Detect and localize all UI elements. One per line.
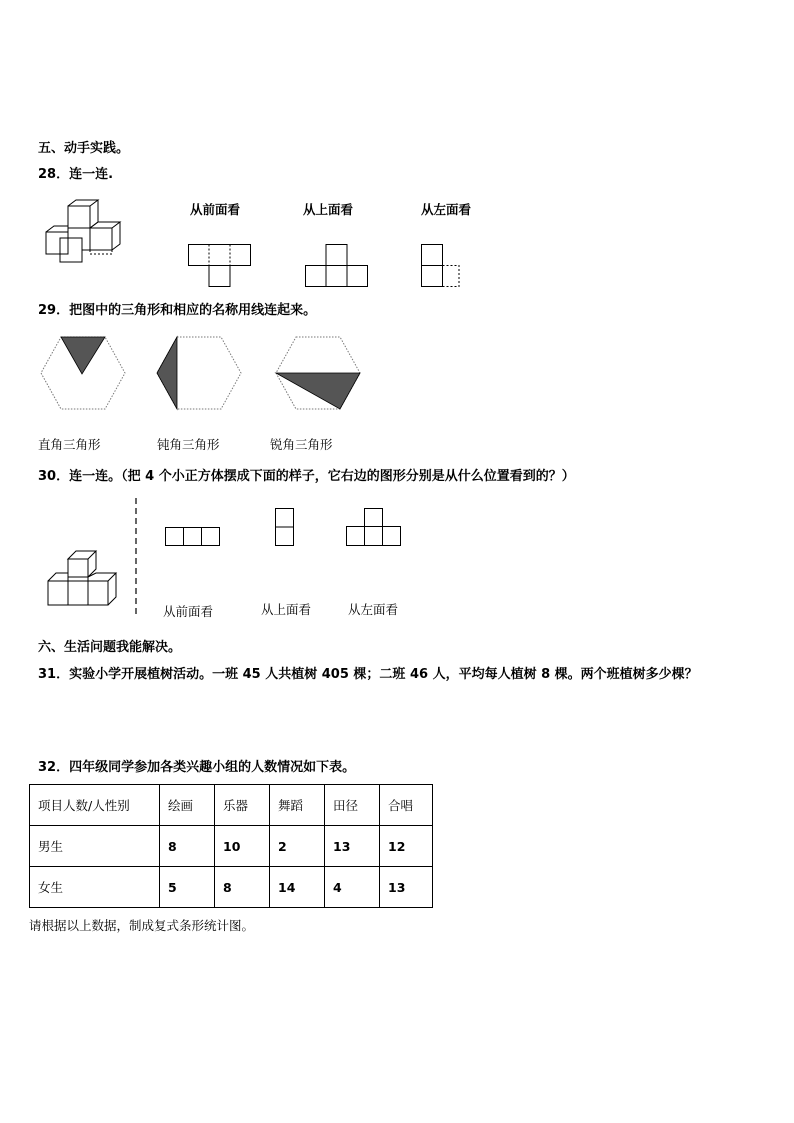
q30-view-shape-2 xyxy=(275,508,297,548)
q30-cube-figure xyxy=(44,545,126,609)
q28-cube-stack-figure xyxy=(40,198,125,268)
q29-title: 29．把图中的三角形和相应的名称用线连起来。 xyxy=(38,303,317,318)
section-6-heading: 六、生活问题我能解决。 xyxy=(38,640,182,655)
q29-hexagon-2 xyxy=(156,336,242,410)
table-cell: 8 xyxy=(160,826,215,867)
q28-title: 28．连一连. xyxy=(38,167,114,182)
table-cell: 10 xyxy=(215,826,270,867)
q28-view-shape-2 xyxy=(305,244,369,288)
table-cell: 13 xyxy=(325,826,380,867)
q30-view-label-left: 从左面看 xyxy=(348,602,399,617)
table-cell: 4 xyxy=(325,867,380,908)
q30-title: 30．连一连。（把 4 个小正方体摆成下面的样子，它右边的图形分别是从什么位置看到的？） xyxy=(38,469,575,484)
table-cell: 2 xyxy=(270,826,325,867)
q30-view-shape-3 xyxy=(346,508,404,548)
table-cell: 12 xyxy=(380,826,433,867)
table-cell: 男生 xyxy=(30,826,160,867)
q30-view-label-front: 从前面看 xyxy=(163,604,214,619)
table-cell: 女生 xyxy=(30,867,160,908)
table-cell: 8 xyxy=(215,867,270,908)
q30-view-label-top: 从上面看 xyxy=(261,602,312,617)
q28-view-label-top: 从上面看 xyxy=(303,202,354,217)
q32-title: 32．四年级同学参加各类兴趣小组的人数情况如下表。 xyxy=(38,760,356,775)
q28-view-label-left: 从左面看 xyxy=(421,202,472,217)
table-cell: 13 xyxy=(380,867,433,908)
q29-hexagon-3 xyxy=(275,336,361,410)
q30-dashed-divider xyxy=(134,498,138,618)
q28-view-shape-3 xyxy=(421,244,465,288)
q32-note: 请根据以上数据，制成复式条形统计图。 xyxy=(29,918,255,933)
q28-view-shape-1 xyxy=(188,244,252,288)
table-cell: 14 xyxy=(270,867,325,908)
q29-hexagon-1 xyxy=(40,336,126,410)
q29-name-obtuse-triangle: 钝角三角形 xyxy=(157,437,220,452)
table-header-cell: 乐器 xyxy=(215,785,270,826)
table-header-cell: 合唱 xyxy=(380,785,433,826)
table-header-cell: 项目人数/人性别 xyxy=(30,785,160,826)
q29-name-right-triangle: 直角三角形 xyxy=(38,437,101,452)
q32-data-table xyxy=(29,784,433,908)
table-row xyxy=(30,826,433,867)
table-header-row xyxy=(30,785,433,826)
table-header-cell: 舞蹈 xyxy=(270,785,325,826)
table-row xyxy=(30,867,433,908)
table-header-cell: 田径 xyxy=(325,785,380,826)
q29-name-acute-triangle: 锐角三角形 xyxy=(270,437,333,452)
q28-view-label-front: 从前面看 xyxy=(190,202,241,217)
q30-view-shape-1 xyxy=(165,527,223,547)
q31-title: 31．实验小学开展植树活动。一班 45 人共植树 405 棵；二班 46 人，平均每人植树 8 棵。两个班植树多少棵？ xyxy=(38,667,698,682)
section-5-heading: 五、动手实践。 xyxy=(38,141,130,156)
table-header-cell: 绘画 xyxy=(160,785,215,826)
table-cell: 5 xyxy=(160,867,215,908)
